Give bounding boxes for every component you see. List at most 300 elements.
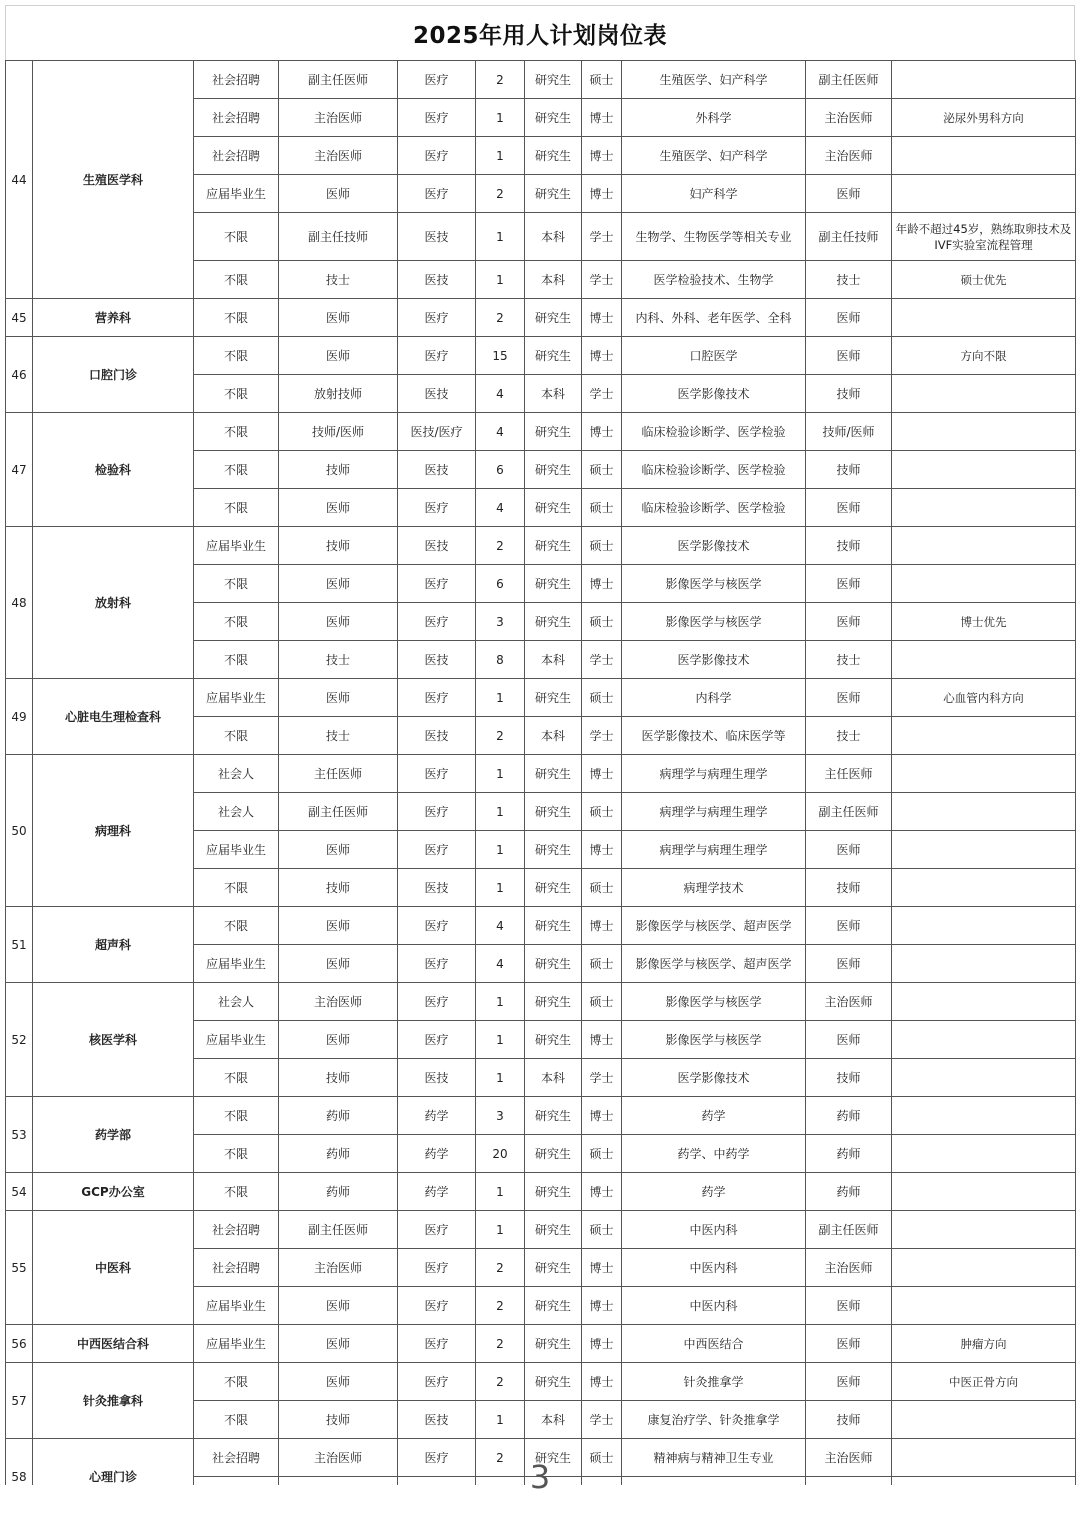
position-cell: 技师 [279,1401,398,1439]
title-cell: 医师 [806,337,892,375]
position-cell: 主任医师 [279,755,398,793]
education-cell: 本科 [525,717,582,755]
category-cell: 医疗 [398,565,476,603]
major-cell: 生殖医学、妇产科学 [622,61,806,99]
major-cell: 医学影像技术、临床医学等 [622,717,806,755]
category-cell: 药学 [398,1173,476,1211]
notes-cell [892,983,1076,1021]
position-cell: 医师 [279,299,398,337]
category-cell: 医疗 [398,945,476,983]
recruit-type-cell: 不限 [194,1401,279,1439]
degree-cell: 博士 [582,413,622,451]
headcount-cell: 1 [476,793,525,831]
title-cell: 主治医师 [806,1249,892,1287]
dept-number: 56 [6,1325,33,1363]
recruit-type-cell: 社会招聘 [194,1439,279,1477]
title-cell: 医师 [806,299,892,337]
category-cell: 医疗 [398,831,476,869]
notes-cell [892,1173,1076,1211]
degree-cell: 博士 [582,175,622,213]
notes-cell [892,299,1076,337]
dept-number: 52 [6,983,33,1097]
major-cell: 中医内科 [622,1287,806,1325]
major-cell: 影像医学与核医学 [622,565,806,603]
degree-cell: 学士 [582,1059,622,1097]
notes-cell: 泌尿外男科方向 [892,99,1076,137]
headcount-cell: 4 [476,489,525,527]
title-cell: 主治医师 [806,1439,892,1477]
category-cell: 医疗 [398,603,476,641]
table-row [6,679,1076,717]
major-cell: 口腔医学 [622,337,806,375]
page-title: 2025年用人计划岗位表 [412,22,667,49]
category-cell: 医技 [398,1059,476,1097]
title-cell: 医师 [806,679,892,717]
category-cell: 医疗 [398,755,476,793]
title-cell: 技师/医师 [806,413,892,451]
education-cell: 本科 [525,1059,582,1097]
position-cell: 药师 [279,1173,398,1211]
headcount-cell: 2 [476,717,525,755]
title-cell: 副主任医师 [806,61,892,99]
degree-cell: 博士 [582,1287,622,1325]
position-cell: 副主任技师 [279,213,398,261]
headcount-cell: 2 [476,1363,525,1401]
recruit-type-cell: 不限 [194,261,279,299]
major-cell: 内科学 [622,679,806,717]
title-cell: 医师 [806,1287,892,1325]
category-cell: 医疗 [398,489,476,527]
recruit-type-cell: 社会人 [194,983,279,1021]
category-cell: 医疗 [398,907,476,945]
notes-cell [892,755,1076,793]
category-cell: 医技 [398,641,476,679]
recruit-type-cell: 社会招聘 [194,1249,279,1287]
dept-number: 53 [6,1097,33,1173]
education-cell: 本科 [525,213,582,261]
table-row [6,1211,1076,1249]
notes-cell [892,137,1076,175]
position-cell: 技士 [279,261,398,299]
notes-cell: 方向不限 [892,337,1076,375]
table-row [6,413,1076,451]
degree-cell: 硕士 [582,1211,622,1249]
dept-name: 超声科 [33,907,194,983]
degree-cell: 博士 [582,907,622,945]
position-cell: 放射技师 [279,375,398,413]
major-cell: 精神病与精神卫生专业 [622,1439,806,1477]
education-cell: 研究生 [525,299,582,337]
education-cell: 研究生 [525,1097,582,1135]
dept-number: 58 [6,1439,33,1515]
notes-cell [892,1059,1076,1097]
title-cell: 主治医师 [806,983,892,1021]
category-cell: 医技 [398,375,476,413]
position-cell: 技士 [279,641,398,679]
dept-name: 放射科 [33,527,194,679]
position-cell: 主治医师 [279,1439,398,1477]
notes-cell [892,793,1076,831]
major-cell: 病理学技术 [622,869,806,907]
degree-cell: 硕士 [582,451,622,489]
category-cell: 医疗 [398,679,476,717]
degree-cell: 博士 [582,1021,622,1059]
education-cell: 研究生 [525,679,582,717]
recruit-type-cell: 应届毕业生 [194,1325,279,1363]
notes-cell [892,641,1076,679]
notes-cell: 中医正骨方向 [892,1363,1076,1401]
position-cell: 医师 [279,945,398,983]
table-row [6,907,1076,945]
position-cell: 医师 [279,1021,398,1059]
category-cell: 医疗 [398,1287,476,1325]
category-cell: 医疗 [398,175,476,213]
table-row [6,755,1076,793]
headcount-cell: 8 [476,641,525,679]
notes-cell [892,61,1076,99]
degree-cell: 博士 [582,1363,622,1401]
dept-number: 54 [6,1173,33,1211]
headcount-cell: 15 [476,337,525,375]
category-cell: 医疗 [398,1249,476,1287]
education-cell: 研究生 [525,945,582,983]
notes-cell [892,175,1076,213]
dept-name: 病理科 [33,755,194,907]
major-cell: 医学影像技术 [622,1059,806,1097]
category-cell: 医疗 [398,1021,476,1059]
category-cell: 医技 [398,261,476,299]
notes-cell [892,907,1076,945]
education-cell: 研究生 [525,527,582,565]
headcount-cell: 2 [476,527,525,565]
title-cell: 主任医师 [806,755,892,793]
position-cell: 技师 [279,527,398,565]
title-cell: 药师 [806,1135,892,1173]
title-cell: 副主任医师 [806,1211,892,1249]
education-cell: 研究生 [525,1287,582,1325]
education-cell: 研究生 [525,831,582,869]
headcount-cell: 1 [476,1173,525,1211]
major-cell: 妇产科学 [622,175,806,213]
title-cell: 医师 [806,565,892,603]
position-cell: 主治医师 [279,1249,398,1287]
notes-cell [892,451,1076,489]
dept-name: GCP办公室 [33,1173,194,1211]
category-cell: 医技 [398,869,476,907]
education-cell: 研究生 [525,1325,582,1363]
education-cell: 研究生 [525,1211,582,1249]
recruit-type-cell: 应届毕业生 [194,679,279,717]
recruit-type-cell: 社会招聘 [194,99,279,137]
position-cell: 药师 [279,1135,398,1173]
recruit-type-cell: 不限 [194,869,279,907]
dept-number: 51 [6,907,33,983]
degree-cell: 学士 [582,717,622,755]
major-cell: 生殖医学、妇产科学 [622,137,806,175]
education-cell: 研究生 [525,1249,582,1287]
recruit-type-cell: 应届毕业生 [194,945,279,983]
headcount-cell: 1 [476,99,525,137]
position-cell: 医师 [279,603,398,641]
headcount-cell: 1 [476,1401,525,1439]
title-cell: 医师 [806,831,892,869]
major-cell: 临床检验诊断学、医学检验 [622,413,806,451]
recruit-type-cell: 不限 [194,1059,279,1097]
education-cell: 研究生 [525,489,582,527]
notes-cell [892,375,1076,413]
dept-name: 检验科 [33,413,194,527]
category-cell: 医疗 [398,337,476,375]
dept-name: 针灸推拿科 [33,1363,194,1439]
degree-cell: 学士 [582,213,622,261]
headcount-cell: 1 [476,831,525,869]
recruit-type-cell: 应届毕业生 [194,175,279,213]
major-cell: 病理学与病理生理学 [622,831,806,869]
headcount-cell: 4 [476,907,525,945]
recruit-type-cell: 社会招聘 [194,137,279,175]
position-cell: 医师 [279,565,398,603]
headcount-cell: 1 [476,213,525,261]
category-cell: 医疗 [398,299,476,337]
title-cell: 技师 [806,869,892,907]
headcount-cell: 1 [476,1059,525,1097]
position-cell: 技师 [279,451,398,489]
headcount-cell: 3 [476,1097,525,1135]
title-cell: 医师 [806,945,892,983]
degree-cell: 硕士 [582,527,622,565]
dept-number: 57 [6,1363,33,1439]
recruit-type-cell: 不限 [194,603,279,641]
position-cell: 医师 [279,1287,398,1325]
position-cell: 技师/医师 [279,413,398,451]
title-cell: 副主任技师 [806,213,892,261]
position-cell: 技士 [279,717,398,755]
degree-cell: 硕士 [582,1439,622,1477]
notes-cell [892,1021,1076,1059]
title-cell: 医师 [806,907,892,945]
major-cell: 影像医学与核医学 [622,1021,806,1059]
notes-cell: 博士优先 [892,603,1076,641]
major-cell: 病理学与病理生理学 [622,755,806,793]
category-cell: 医疗 [398,793,476,831]
dept-number: 46 [6,337,33,413]
position-cell: 主治医师 [279,99,398,137]
major-cell: 中西医结合 [622,1325,806,1363]
major-cell: 医学影像技术 [622,641,806,679]
dept-name: 药学部 [33,1097,194,1173]
recruit-type-cell: 不限 [194,489,279,527]
degree-cell: 博士 [582,137,622,175]
dept-name: 心脏电生理检查科 [33,679,194,755]
title-cell: 技士 [806,261,892,299]
education-cell: 研究生 [525,1021,582,1059]
education-cell: 研究生 [525,175,582,213]
headcount-cell: 2 [476,61,525,99]
notes-cell [892,1287,1076,1325]
category-cell: 医技/医疗 [398,413,476,451]
title-box [5,5,1075,60]
notes-cell: 肿瘤方向 [892,1325,1076,1363]
category-cell: 医疗 [398,61,476,99]
education-cell: 研究生 [525,1363,582,1401]
education-cell: 本科 [525,261,582,299]
position-cell: 医师 [279,1325,398,1363]
degree-cell: 博士 [582,755,622,793]
education-cell: 研究生 [525,137,582,175]
position-cell: 副主任医师 [279,1211,398,1249]
title-cell: 技师 [806,1401,892,1439]
notes-cell: 硕士优先 [892,261,1076,299]
recruit-type-cell: 不限 [194,299,279,337]
degree-cell: 硕士 [582,1135,622,1173]
education-cell: 研究生 [525,565,582,603]
education-cell: 研究生 [525,99,582,137]
position-cell: 医师 [279,175,398,213]
headcount-cell: 2 [476,1287,525,1325]
dept-name: 营养科 [33,299,194,337]
dept-number: 50 [6,755,33,907]
headcount-cell: 1 [476,1211,525,1249]
headcount-cell: 6 [476,451,525,489]
degree-cell: 博士 [582,1249,622,1287]
major-cell: 影像医学与核医学、超声医学 [622,945,806,983]
degree-cell: 博士 [582,565,622,603]
education-cell: 研究生 [525,869,582,907]
major-cell: 影像医学与核医学 [622,983,806,1021]
position-cell: 副主任医师 [279,793,398,831]
position-cell: 主治医师 [279,137,398,175]
title-cell: 技师 [806,527,892,565]
degree-cell: 博士 [582,99,622,137]
category-cell: 药学 [398,1135,476,1173]
title-cell: 药师 [806,1097,892,1135]
education-cell: 研究生 [525,337,582,375]
headcount-cell: 20 [476,1135,525,1173]
education-cell: 研究生 [525,755,582,793]
notes-cell [892,869,1076,907]
table-row [6,337,1076,375]
degree-cell: 硕士 [582,983,622,1021]
notes-cell [892,945,1076,983]
major-cell: 医学影像技术 [622,375,806,413]
degree-cell: 学士 [582,375,622,413]
title-cell: 技师 [806,451,892,489]
title-cell: 药师 [806,1173,892,1211]
recruit-type-cell: 不限 [194,1363,279,1401]
notes-cell [892,831,1076,869]
education-cell: 研究生 [525,907,582,945]
education-cell: 本科 [525,375,582,413]
category-cell: 医技 [398,527,476,565]
title-cell: 技士 [806,717,892,755]
notes-cell [892,717,1076,755]
recruit-type-cell: 社会招聘 [194,1211,279,1249]
position-cell: 药师 [279,1097,398,1135]
dept-number: 47 [6,413,33,527]
recruit-type-cell: 应届毕业生 [194,831,279,869]
notes-cell [892,413,1076,451]
category-cell: 医疗 [398,1363,476,1401]
recruit-type-cell: 不限 [194,213,279,261]
table-row [6,1173,1076,1211]
headcount-cell: 2 [476,1249,525,1287]
category-cell: 医疗 [398,99,476,137]
degree-cell: 博士 [582,831,622,869]
recruit-type-cell: 不限 [194,1097,279,1135]
degree-cell: 学士 [582,1401,622,1439]
education-cell: 研究生 [525,1135,582,1173]
major-cell: 医学影像技术 [622,527,806,565]
dept-number: 48 [6,527,33,679]
notes-cell [892,1097,1076,1135]
position-table [5,60,1076,1515]
position-cell: 医师 [279,831,398,869]
major-cell: 影像医学与核医学 [622,603,806,641]
dept-number: 55 [6,1211,33,1325]
education-cell: 研究生 [525,983,582,1021]
major-cell: 医学检验技术、生物学 [622,261,806,299]
dept-number: 44 [6,61,33,299]
category-cell: 医技 [398,451,476,489]
recruit-type-cell: 不限 [194,375,279,413]
title-cell: 技师 [806,1059,892,1097]
notes-cell [892,1401,1076,1439]
major-cell: 药学 [622,1097,806,1135]
education-cell: 本科 [525,1401,582,1439]
degree-cell: 博士 [582,1325,622,1363]
table-row [6,1097,1076,1135]
degree-cell: 博士 [582,299,622,337]
category-cell: 医技 [398,213,476,261]
degree-cell: 博士 [582,1173,622,1211]
headcount-cell: 4 [476,413,525,451]
recruit-type-cell: 社会人 [194,755,279,793]
table-row [6,983,1076,1021]
degree-cell: 硕士 [582,489,622,527]
degree-cell: 硕士 [582,945,622,983]
page-number: 3 [529,1458,551,1496]
category-cell: 医疗 [398,1325,476,1363]
headcount-cell: 2 [476,1439,525,1477]
dept-name: 中西医结合科 [33,1325,194,1363]
headcount-cell: 2 [476,175,525,213]
education-cell: 研究生 [525,603,582,641]
category-cell: 药学 [398,1097,476,1135]
education-cell: 研究生 [525,793,582,831]
title-cell: 医师 [806,603,892,641]
title-cell: 主治医师 [806,137,892,175]
table-row [6,1325,1076,1363]
recruit-type-cell: 不限 [194,1135,279,1173]
title-cell: 医师 [806,1325,892,1363]
recruit-type-cell: 不限 [194,717,279,755]
education-cell: 研究生 [525,61,582,99]
degree-cell: 硕士 [582,793,622,831]
position-cell: 副主任医师 [279,61,398,99]
dept-name: 口腔门诊 [33,337,194,413]
degree-cell: 博士 [582,1097,622,1135]
education-cell: 本科 [525,641,582,679]
notes-cell [892,1135,1076,1173]
category-cell: 医疗 [398,137,476,175]
title-cell: 技师 [806,375,892,413]
major-cell: 临床检验诊断学、医学检验 [622,489,806,527]
title-cell: 医师 [806,489,892,527]
recruit-type-cell: 不限 [194,907,279,945]
category-cell: 医疗 [398,983,476,1021]
notes-cell [892,527,1076,565]
recruit-type-cell: 不限 [194,451,279,489]
